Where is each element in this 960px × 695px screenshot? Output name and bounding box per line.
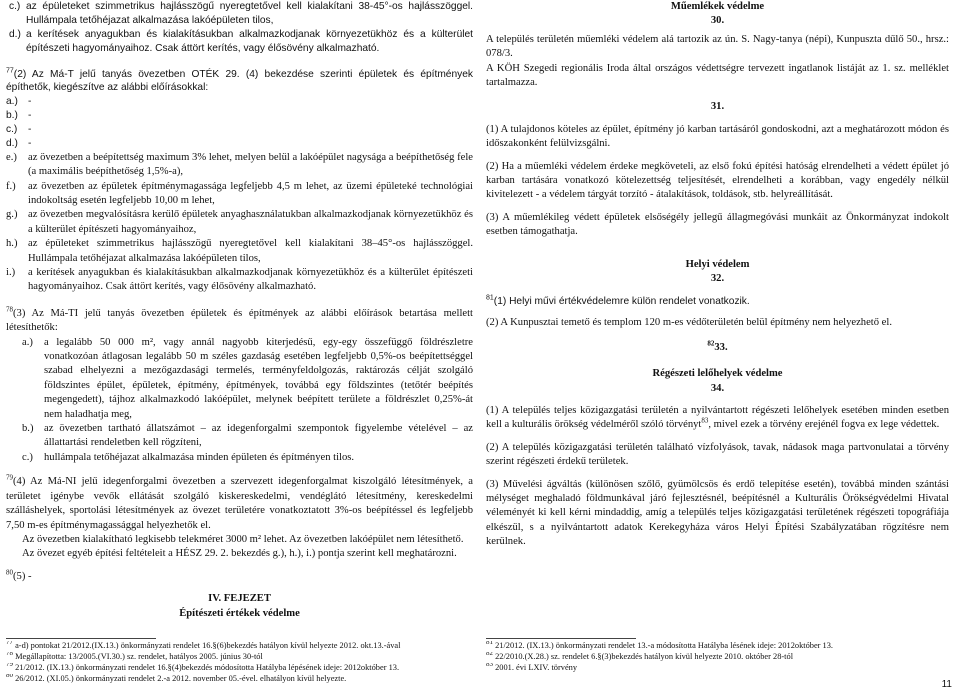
- right-column: [486, 0, 949, 635]
- section-heading: Régészeti lelőhelyek védelme: [652, 368, 783, 380]
- footnote-ref: 78: [6, 305, 13, 314]
- list-item: c.) az épületeket szimmetrikus hajlásszögű nyeregtetővel kell kialakítani 38-45°-os hajlásszöggel. Hullámpala tetőhéjazat alkalmazása lakóépületen tilos,: [9, 1, 473, 26]
- list-item: b.) -: [6, 110, 32, 122]
- page-number: 11: [941, 679, 952, 690]
- paragraph: (3) A műemlékileg védett épületek elsőségély jellegű állagmegóvási munkáit az Önkormányzat indokolt esetben támogathatja.: [486, 211, 949, 238]
- paragraph: (2) Ha a műemléki védelem érdeke megköveteli, az első fokú építési hatóság elrendelheti a védett épület jó karban tartására vonatkozó kötelezettség teljesítését, elrendelheti a korábban, vagy engedély nélkül kivitelezett - a védelem tárgyát torzító - átalakítások, toldások, stb. helyreállítását.: [486, 160, 949, 201]
- paragraph: $^{81}$(1) Helyi művi értékvédelemre külön rendelet vonatkozik.: [486, 294, 750, 307]
- section-heading: Műemlékek védelme: [670, 1, 765, 12]
- list-item: f.) az övezetben az épületek építménymagassága legfeljebb 4,5 m lehet, az üzemi épületeké technológiai indokoltság esetén legfeljebb 10,00 m lehet,: [6, 180, 473, 206]
- paragraph: (2) A település közigazgatási területén található vízfolyások, tavak, nádasok maga partvonulatai a törvény szerint régészeti érdekű területek.: [486, 441, 949, 468]
- section-number: 34.: [710, 382, 725, 394]
- paragraph: A település területén műemléki védelem alá tartozik az ún. S. Nagy-tanya (népi), Kunpuszta dűlő 50., hrsz.: 078/3.: [486, 33, 949, 60]
- list-item: g.) az övezetben megvalósításra kerülő épületek anyaghasználatukban alkalmazkodjanak környezetükhöz és a külterület építészeti hagyományaihoz,: [6, 209, 473, 235]
- list-item: b.) az övezetben tartható állatszámot – az idegenforgalmi szempontok figyelembe vételével – az állattartási rendeletben kell rögzíteni,: [22, 423, 473, 449]
- paragraph: (1) A tulajdonos köteles az épület, építmény jó karban tartásáról gondoskodni, azt a meghatározott módon és időszakonként felülvizsgálni.: [486, 123, 949, 150]
- footnote: $^{78}$ Megállapította: 13/2005.(VI.30.) sz. rendelet, hatályos 2005. június 30-tól: [6, 651, 263, 661]
- paragraph: (2) A Kunpusztai temető és templom 120 m-es védőterületén belül építmény nem helyezhető el.: [486, 317, 892, 329]
- footnote-ref: 80: [6, 568, 13, 577]
- footnote: $^{77}$ a-d) pontokat 21/2012.(IX.13.) önkormányzati rendelet 16.§(6)bekezdés hatályon kívül helyezte 2012. okt.13.-ával: [6, 641, 401, 650]
- paragraph-78: $^{78}$(3) Az Má-TI jelű tanyás övezetben épületek és építmények az alábbi előírások betartása mellett létesíthetők:: [6, 305, 473, 334]
- section-number: $^{82}$33.: [707, 339, 728, 353]
- footnote-divider: [486, 638, 636, 639]
- footnote: $^{82}$ 22/2010.(X.28.) sz. rendelet 6.§(3)bekezdés hatályon kívül helyezte 2010. október 28-tól: [486, 651, 794, 661]
- paragraph: (1) A település teljes közigazgatási területén a nyilvántartott régészeti lelőhelyek esetében minden esetben kell a kulturális örökség védelméről szóló törvényt$^{83}$, mivel ezek a törvény erejénél fogva ex lege védettek.: [486, 405, 949, 431]
- section-number: 32.: [710, 273, 725, 285]
- chapter-subtitle: Építészeti értékek védelme: [179, 607, 300, 619]
- list-item: h.) az épületeket szimmetrikus hajlásszögű nyeregtetővel kell kialakítani 38–45°-os hajlásszöggel. Hullámpala tetőhéjazat alkalmazása lakóépületen tilos,: [6, 238, 473, 264]
- paragraph-80: $^{80}$(5) -: [6, 568, 32, 582]
- footnote-ref: 79: [6, 473, 13, 482]
- footnote-ref: 82: [707, 339, 715, 348]
- footnote-divider: [6, 638, 156, 639]
- footnote-ref: 77: [6, 67, 14, 75]
- list-item: a.) -: [6, 96, 32, 108]
- section-number: 31.: [710, 101, 725, 113]
- paragraph: A KÖH Szegedi regionális Iroda által országos védettségre tervezett ingatlanok listáját az 1. sz. melléklet tartalmazza.: [486, 62, 949, 89]
- chapter-title: IV. FEJEZET: [208, 593, 271, 605]
- paragraph-79: $^{79}$(4) Az Má-NI jelű idegenforgalmi övezetben a szervezett idegenforgalmat kiszolgáló létesítmények, a területet igénybe vevők ellátását szolgáló kiskereskedelmi, vendéglátó létesítmény, kereskedelmi szálláshelyek, sportolási létesítmények az övezet területére vonatkoztatott 3%-os beépítéssel és legfeljebb 7,50 m-es építménymagassággal helyezhetők el.: [6, 473, 473, 531]
- paragraph-79-sub2: Az övezet egyéb építési feltételeit a HÉSZ 29. 2. bekezdés g.), h.), i.) pontja szerint kell meghatározni.: [22, 548, 457, 560]
- footnote-ref: 81: [486, 294, 494, 302]
- list-item: d.) -: [6, 137, 32, 149]
- footnote: $^{80}$ 26/2012. (XI.05.) önkormányzati rendelet 2.-a 2012. november 05.-ével. elhatályon kívül helyezte.: [6, 673, 347, 683]
- left-column: [6, 0, 473, 635]
- list-item: e.) az övezetben a beépítettség maximum 3% lehet, melyen belül a lakóépület nagysága a beépíthetőség fele (a maximális beépíthetőség 1,5%-a),: [6, 151, 473, 178]
- paragraph: (3) Művelési ágváltás (különösen szőlő, gyümölcsös és erdő telepítése esetén), továbbá minden szántási mélységet meghaladó földmunkával járó fejlesztésnél, beépítésnél a Kulturális Örökségvédelmi Hivatal véleményét ki kell kérni mindaddig, amíg a település teljes közigazgatási területének régészeti topográfiája elkészül, s a nyilvántartott adatok Kerekegyháza város Helyi Építési Szabályzatában rögzítésre nem kerülnek.: [486, 478, 949, 548]
- footnotes-right: [486, 638, 949, 674]
- list-item: c.) hullámpala tetőhéjazat alkalmazása minden épületen és építményen tilos.: [22, 451, 355, 463]
- footnote: $^{81}$ 21/2012. (IX.13.) önkormányzati rendelet 13.-a módosította Hatályba lésének ideje: 2012október 13.: [486, 641, 834, 650]
- footnote: $^{83}$ 2001. évi LXIV. törvény: [486, 662, 578, 672]
- list-item: i.) a kerítések anyagukban és kialakításukban alkalmazkodjanak környezetükhöz és a külterület építészeti hagyományaihoz. Csak áttört kerítés, vagy élősövény alkalmazható.: [6, 267, 473, 293]
- footnotes-left: [6, 638, 473, 685]
- section-heading: Helyi védelem: [685, 258, 750, 270]
- list-item: d.) a kerítések anyagukban és kialakításukban alkalmazkodjanak környezetükhöz és a külterület építészeti hagyományaihoz. Csak áttört kerítés, vagy élősövény alkalmazható.: [9, 28, 473, 54]
- paragraph-77: $^{77}$(2) Az Má-T jelű tanyás övezetben OTÉK 29. (4) bekezdése szerinti épületek és építmények építhetők, kiegészítve az alábbi előírásokkal:: [6, 67, 473, 94]
- list-item: a.) a legalább 50 000 m², vagy annál nagyobb kiterjedésű, egy-egy összefüggő földrészletre vonatkozóan átlagosan legalább 50 m széles gazdaság esetében legfeljebb 0,5%-os beépítettséggel szabad elhelyezni a mezőgazdasági termelés, terményfeldolgozás, raktározás célját szolgáló földszintes épület, épületek, építmény, építmények, továbbá egy földszintes (tetőtér beépítés megengedett), tájhoz alkalmazkodó lakóépület, melynek beépített területe a földrészlet 0,25%-át nem haladhatja meg,: [22, 336, 473, 420]
- paragraph-79-sub1: Az övezetben kialakítható legkisebb telekméret 3000 m² lehet. Az övezetben lakóépület nem létesíthető.: [22, 533, 464, 545]
- list-item: c.) -: [6, 124, 32, 135]
- footnote-ref: 83: [701, 416, 709, 425]
- section-number: 30.: [710, 15, 725, 27]
- footnote: $^{79}$ 21/2012. (IX.13.) önkormányzati rendelet 16.§(4)bekezdés módosította Hatályba lépésének ideje: 2012október 13.: [6, 662, 400, 672]
